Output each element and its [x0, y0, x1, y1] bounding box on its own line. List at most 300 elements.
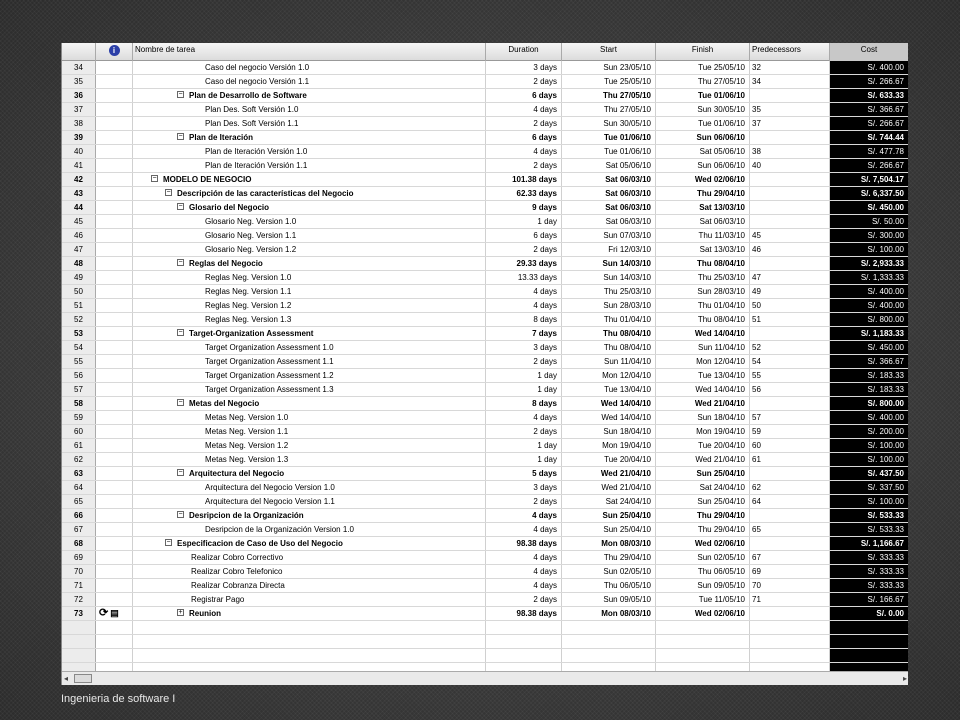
- cost-cell[interactable]: S/. 7,504.17: [830, 173, 908, 186]
- row-id[interactable]: 40: [62, 145, 96, 158]
- duration-cell[interactable]: 2 days: [486, 425, 562, 438]
- task-name-cell[interactable]: [133, 271, 486, 284]
- start-cell[interactable]: Sun 14/03/10: [562, 257, 656, 270]
- task-name-cell[interactable]: [133, 61, 486, 74]
- predecessors-cell[interactable]: 71: [750, 593, 830, 606]
- start-cell[interactable]: Sun 23/05/10: [562, 61, 656, 74]
- duration-cell[interactable]: 2 days: [486, 355, 562, 368]
- row-id[interactable]: 61: [62, 439, 96, 452]
- cost-cell[interactable]: S/. 333.33: [830, 579, 908, 592]
- table-row[interactable]: [62, 313, 908, 327]
- row-id[interactable]: 62: [62, 453, 96, 466]
- start-cell[interactable]: Thu 06/05/10: [562, 579, 656, 592]
- task-name-cell[interactable]: [133, 481, 486, 494]
- start-cell[interactable]: Wed 14/04/10: [562, 397, 656, 410]
- task-name-cell[interactable]: [133, 243, 486, 256]
- start-cell[interactable]: Thu 08/04/10: [562, 341, 656, 354]
- row-id[interactable]: 41: [62, 159, 96, 172]
- finish-cell[interactable]: Tue 01/06/10: [656, 117, 750, 130]
- cost-cell[interactable]: S/. 100.00: [830, 495, 908, 508]
- predecessors-cell[interactable]: 64: [750, 495, 830, 508]
- cost-cell[interactable]: S/. 1,166.67: [830, 537, 908, 550]
- collapse-icon[interactable]: −: [166, 189, 171, 197]
- duration-cell[interactable]: 2 days: [486, 75, 562, 88]
- start-cell[interactable]: Tue 01/06/10: [562, 131, 656, 144]
- finish-cell[interactable]: Sat 05/06/10: [656, 145, 750, 158]
- task-name-cell[interactable]: [133, 509, 486, 522]
- table-row[interactable]: [62, 215, 908, 229]
- header-start[interactable]: Start: [562, 43, 656, 61]
- cost-cell[interactable]: S/. 2,933.33: [830, 257, 908, 270]
- predecessors-cell[interactable]: [750, 327, 830, 340]
- empty-cell[interactable]: [133, 621, 486, 634]
- row-id[interactable]: 54: [62, 341, 96, 354]
- collapse-icon[interactable]: −: [178, 511, 183, 519]
- duration-cell[interactable]: 4 days: [486, 509, 562, 522]
- start-cell[interactable]: Fri 12/03/10: [562, 243, 656, 256]
- table-row[interactable]: [62, 537, 908, 551]
- finish-cell[interactable]: Wed 02/06/10: [656, 173, 750, 186]
- empty-cell[interactable]: [62, 621, 96, 634]
- task-name-cell[interactable]: [133, 201, 486, 214]
- table-row[interactable]: [62, 565, 908, 579]
- table-row[interactable]: [62, 411, 908, 425]
- table-row[interactable]: [62, 75, 908, 89]
- task-name-cell[interactable]: [133, 145, 486, 158]
- predecessors-cell[interactable]: [750, 89, 830, 102]
- finish-cell[interactable]: Sun 18/04/10: [656, 411, 750, 424]
- predecessors-cell[interactable]: 51: [750, 313, 830, 326]
- task-name-cell[interactable]: [133, 537, 486, 550]
- start-cell[interactable]: Mon 19/04/10: [562, 439, 656, 452]
- start-cell[interactable]: Sat 06/03/10: [562, 201, 656, 214]
- empty-cell[interactable]: [62, 649, 96, 662]
- task-name-cell[interactable]: [133, 75, 486, 88]
- predecessors-cell[interactable]: [750, 173, 830, 186]
- start-cell[interactable]: Thu 01/04/10: [562, 313, 656, 326]
- task-name-cell[interactable]: [133, 453, 486, 466]
- predecessors-cell[interactable]: 35: [750, 103, 830, 116]
- duration-cell[interactable]: 2 days: [486, 117, 562, 130]
- table-row[interactable]: [62, 495, 908, 509]
- finish-cell[interactable]: Wed 02/06/10: [656, 537, 750, 550]
- table-row[interactable]: [62, 159, 908, 173]
- task-name-cell[interactable]: [133, 369, 486, 382]
- table-row[interactable]: [62, 257, 908, 271]
- finish-cell[interactable]: Thu 06/05/10: [656, 565, 750, 578]
- cost-cell[interactable]: S/. 400.00: [830, 411, 908, 424]
- row-id[interactable]: 51: [62, 299, 96, 312]
- row-id[interactable]: 43: [62, 187, 96, 200]
- row-id[interactable]: 44: [62, 201, 96, 214]
- table-row[interactable]: [62, 131, 908, 145]
- cost-cell[interactable]: S/. 533.33: [830, 523, 908, 536]
- header-indicators[interactable]: [96, 43, 133, 61]
- empty-row[interactable]: [62, 621, 908, 635]
- cost-cell[interactable]: S/. 50.00: [830, 215, 908, 228]
- header-id[interactable]: [62, 43, 96, 61]
- empty-cell[interactable]: [96, 635, 133, 648]
- finish-cell[interactable]: Sat 13/03/10: [656, 201, 750, 214]
- duration-cell[interactable]: 13.33 days: [486, 271, 562, 284]
- header-predecessors[interactable]: Predecessors: [750, 43, 830, 61]
- finish-cell[interactable]: Thu 08/04/10: [656, 257, 750, 270]
- cost-cell[interactable]: S/. 400.00: [830, 285, 908, 298]
- cost-cell[interactable]: S/. 800.00: [830, 397, 908, 410]
- row-id[interactable]: 39: [62, 131, 96, 144]
- duration-cell[interactable]: 8 days: [486, 313, 562, 326]
- start-cell[interactable]: Mon 08/03/10: [562, 537, 656, 550]
- duration-cell[interactable]: 98.38 days: [486, 537, 562, 550]
- finish-cell[interactable]: Thu 11/03/10: [656, 229, 750, 242]
- predecessors-cell[interactable]: [750, 397, 830, 410]
- empty-cell[interactable]: [486, 621, 562, 634]
- duration-cell[interactable]: 4 days: [486, 579, 562, 592]
- start-cell[interactable]: Tue 25/05/10: [562, 75, 656, 88]
- empty-cell[interactable]: [562, 635, 656, 648]
- table-row[interactable]: [62, 551, 908, 565]
- start-cell[interactable]: Mon 12/04/10: [562, 369, 656, 382]
- duration-cell[interactable]: 2 days: [486, 593, 562, 606]
- predecessors-cell[interactable]: 34: [750, 75, 830, 88]
- cost-cell[interactable]: S/. 333.33: [830, 551, 908, 564]
- table-row[interactable]: [62, 593, 908, 607]
- start-cell[interactable]: Thu 25/03/10: [562, 285, 656, 298]
- predecessors-cell[interactable]: 49: [750, 285, 830, 298]
- duration-cell[interactable]: 1 day: [486, 383, 562, 396]
- table-row[interactable]: [62, 117, 908, 131]
- table-row[interactable]: [62, 173, 908, 187]
- cost-cell[interactable]: S/. 437.50: [830, 467, 908, 480]
- task-name-cell[interactable]: [133, 383, 486, 396]
- cost-cell[interactable]: S/. 266.67: [830, 75, 908, 88]
- start-cell[interactable]: Thu 27/05/10: [562, 89, 656, 102]
- header-task-name[interactable]: Nombre de tarea: [133, 43, 486, 61]
- start-cell[interactable]: Sat 05/06/10: [562, 159, 656, 172]
- row-id[interactable]: 48: [62, 257, 96, 270]
- start-cell[interactable]: Tue 13/04/10: [562, 383, 656, 396]
- table-row[interactable]: [62, 327, 908, 341]
- row-id[interactable]: 59: [62, 411, 96, 424]
- row-id[interactable]: 52: [62, 313, 96, 326]
- empty-cell[interactable]: [96, 649, 133, 662]
- duration-cell[interactable]: 2 days: [486, 243, 562, 256]
- row-id[interactable]: 46: [62, 229, 96, 242]
- collapse-icon[interactable]: −: [178, 329, 183, 337]
- duration-cell[interactable]: 6 days: [486, 229, 562, 242]
- cost-cell[interactable]: S/. 337.50: [830, 481, 908, 494]
- predecessors-cell[interactable]: [750, 607, 830, 620]
- finish-cell[interactable]: Wed 02/06/10: [656, 607, 750, 620]
- empty-cell[interactable]: [62, 635, 96, 648]
- collapse-icon[interactable]: −: [152, 175, 157, 183]
- start-cell[interactable]: Sun 18/04/10: [562, 425, 656, 438]
- task-name-cell[interactable]: [133, 131, 486, 144]
- duration-cell[interactable]: 1 day: [486, 215, 562, 228]
- duration-cell[interactable]: 3 days: [486, 481, 562, 494]
- finish-cell[interactable]: Wed 21/04/10: [656, 453, 750, 466]
- row-id[interactable]: 56: [62, 369, 96, 382]
- predecessors-cell[interactable]: 46: [750, 243, 830, 256]
- row-id[interactable]: 45: [62, 215, 96, 228]
- cost-cell[interactable]: S/. 477.78: [830, 145, 908, 158]
- finish-cell[interactable]: Tue 25/05/10: [656, 61, 750, 74]
- cost-cell[interactable]: S/. 200.00: [830, 425, 908, 438]
- empty-cell[interactable]: [750, 635, 830, 648]
- cost-cell[interactable]: S/. 183.33: [830, 383, 908, 396]
- empty-cell[interactable]: [750, 621, 830, 634]
- table-row[interactable]: [62, 299, 908, 313]
- finish-cell[interactable]: Thu 29/04/10: [656, 187, 750, 200]
- collapse-icon[interactable]: −: [178, 203, 183, 211]
- duration-cell[interactable]: 4 days: [486, 285, 562, 298]
- row-id[interactable]: 70: [62, 565, 96, 578]
- start-cell[interactable]: Wed 21/04/10: [562, 467, 656, 480]
- duration-cell[interactable]: 29.33 days: [486, 257, 562, 270]
- task-name-cell[interactable]: [133, 327, 486, 340]
- start-cell[interactable]: Thu 29/04/10: [562, 551, 656, 564]
- table-row[interactable]: [62, 271, 908, 285]
- row-id[interactable]: 63: [62, 467, 96, 480]
- predecessors-cell[interactable]: 52: [750, 341, 830, 354]
- cost-cell[interactable]: S/. 533.33: [830, 509, 908, 522]
- predecessors-cell[interactable]: 56: [750, 383, 830, 396]
- table-row[interactable]: [62, 425, 908, 439]
- task-name-cell[interactable]: [133, 187, 486, 200]
- task-name-cell[interactable]: [133, 593, 486, 606]
- row-id[interactable]: 38: [62, 117, 96, 130]
- cost-cell[interactable]: S/. 366.67: [830, 355, 908, 368]
- duration-cell[interactable]: 8 days: [486, 397, 562, 410]
- task-name-cell[interactable]: [133, 425, 486, 438]
- duration-cell[interactable]: 4 days: [486, 103, 562, 116]
- scroll-left-icon[interactable]: ◂: [64, 674, 69, 683]
- table-row[interactable]: [62, 509, 908, 523]
- duration-cell[interactable]: 2 days: [486, 495, 562, 508]
- row-id[interactable]: 66: [62, 509, 96, 522]
- scroll-right-icon[interactable]: ▸: [902, 674, 907, 683]
- predecessors-cell[interactable]: 37: [750, 117, 830, 130]
- predecessors-cell[interactable]: 47: [750, 271, 830, 284]
- duration-cell[interactable]: 1 day: [486, 453, 562, 466]
- start-cell[interactable]: Thu 08/04/10: [562, 327, 656, 340]
- predecessors-cell[interactable]: 32: [750, 61, 830, 74]
- table-row[interactable]: [62, 89, 908, 103]
- row-id[interactable]: 60: [62, 425, 96, 438]
- start-cell[interactable]: Tue 20/04/10: [562, 453, 656, 466]
- predecessors-cell[interactable]: 62: [750, 481, 830, 494]
- row-id[interactable]: 71: [62, 579, 96, 592]
- duration-cell[interactable]: 4 days: [486, 299, 562, 312]
- finish-cell[interactable]: Sun 25/04/10: [656, 467, 750, 480]
- row-id[interactable]: 68: [62, 537, 96, 550]
- finish-cell[interactable]: Sat 06/03/10: [656, 215, 750, 228]
- collapse-icon[interactable]: −: [178, 91, 183, 99]
- finish-cell[interactable]: Sun 06/06/10: [656, 159, 750, 172]
- cost-cell[interactable]: S/. 100.00: [830, 439, 908, 452]
- cost-cell[interactable]: S/. 800.00: [830, 313, 908, 326]
- duration-cell[interactable]: 6 days: [486, 89, 562, 102]
- start-cell[interactable]: Sun 09/05/10: [562, 593, 656, 606]
- finish-cell[interactable]: Sun 11/04/10: [656, 341, 750, 354]
- predecessors-cell[interactable]: 40: [750, 159, 830, 172]
- table-row[interactable]: [62, 453, 908, 467]
- row-id[interactable]: 55: [62, 355, 96, 368]
- finish-cell[interactable]: Tue 20/04/10: [656, 439, 750, 452]
- predecessors-cell[interactable]: 61: [750, 453, 830, 466]
- row-id[interactable]: 53: [62, 327, 96, 340]
- empty-cell[interactable]: [656, 649, 750, 662]
- row-id[interactable]: 34: [62, 61, 96, 74]
- finish-cell[interactable]: Sun 02/05/10: [656, 551, 750, 564]
- duration-cell[interactable]: 98.38 days: [486, 607, 562, 620]
- collapse-icon[interactable]: −: [166, 539, 171, 547]
- task-name-cell[interactable]: [133, 299, 486, 312]
- start-cell[interactable]: Sat 06/03/10: [562, 173, 656, 186]
- predecessors-cell[interactable]: [750, 131, 830, 144]
- row-id[interactable]: 73: [62, 607, 96, 620]
- table-row[interactable]: [62, 481, 908, 495]
- task-name-cell[interactable]: [133, 607, 486, 620]
- cost-cell[interactable]: S/. 450.00: [830, 341, 908, 354]
- row-id[interactable]: 67: [62, 523, 96, 536]
- duration-cell[interactable]: 3 days: [486, 61, 562, 74]
- empty-cell[interactable]: [562, 649, 656, 662]
- collapse-icon[interactable]: −: [178, 399, 183, 407]
- header-finish[interactable]: Finish: [656, 43, 750, 61]
- task-name-cell[interactable]: [133, 411, 486, 424]
- predecessors-cell[interactable]: [750, 215, 830, 228]
- predecessors-cell[interactable]: [750, 537, 830, 550]
- predecessors-cell[interactable]: [750, 257, 830, 270]
- table-row[interactable]: [62, 383, 908, 397]
- collapse-icon[interactable]: −: [178, 133, 183, 141]
- table-row[interactable]: [62, 467, 908, 481]
- cost-cell[interactable]: S/. 166.67: [830, 593, 908, 606]
- finish-cell[interactable]: Thu 29/04/10: [656, 523, 750, 536]
- start-cell[interactable]: Tue 01/06/10: [562, 145, 656, 158]
- row-id[interactable]: 50: [62, 285, 96, 298]
- row-id[interactable]: 69: [62, 551, 96, 564]
- start-cell[interactable]: Wed 21/04/10: [562, 481, 656, 494]
- duration-cell[interactable]: 3 days: [486, 341, 562, 354]
- cost-cell[interactable]: S/. 266.67: [830, 159, 908, 172]
- cost-cell[interactable]: S/. 0.00: [830, 607, 908, 620]
- cost-cell[interactable]: S/. 1,183.33: [830, 327, 908, 340]
- task-name-cell[interactable]: [133, 215, 486, 228]
- cost-cell[interactable]: S/. 300.00: [830, 229, 908, 242]
- start-cell[interactable]: Sun 07/03/10: [562, 229, 656, 242]
- cost-cell[interactable]: S/. 266.67: [830, 117, 908, 130]
- predecessors-cell[interactable]: [750, 187, 830, 200]
- finish-cell[interactable]: Wed 14/04/10: [656, 383, 750, 396]
- empty-cell[interactable]: [133, 649, 486, 662]
- row-id[interactable]: 37: [62, 103, 96, 116]
- predecessors-cell[interactable]: 38: [750, 145, 830, 158]
- empty-cell[interactable]: [830, 649, 908, 662]
- row-id[interactable]: 65: [62, 495, 96, 508]
- table-row[interactable]: [62, 285, 908, 299]
- empty-cell[interactable]: [656, 621, 750, 634]
- task-name-cell[interactable]: [133, 397, 486, 410]
- finish-cell[interactable]: Sun 30/05/10: [656, 103, 750, 116]
- task-name-cell[interactable]: [133, 103, 486, 116]
- empty-cell[interactable]: [830, 621, 908, 634]
- row-id[interactable]: 72: [62, 593, 96, 606]
- duration-cell[interactable]: 4 days: [486, 145, 562, 158]
- cost-cell[interactable]: S/. 400.00: [830, 299, 908, 312]
- row-id[interactable]: 58: [62, 397, 96, 410]
- duration-cell[interactable]: 4 days: [486, 551, 562, 564]
- task-name-cell[interactable]: [133, 551, 486, 564]
- header-duration[interactable]: Duration: [486, 43, 562, 61]
- table-row[interactable]: [62, 187, 908, 201]
- cost-cell[interactable]: S/. 1,333.33: [830, 271, 908, 284]
- start-cell[interactable]: Mon 08/03/10: [562, 607, 656, 620]
- start-cell[interactable]: Sun 30/05/10: [562, 117, 656, 130]
- finish-cell[interactable]: Sat 24/04/10: [656, 481, 750, 494]
- empty-cell[interactable]: [486, 635, 562, 648]
- table-row[interactable]: [62, 607, 908, 621]
- scrollbar-thumb[interactable]: [74, 674, 92, 683]
- cost-cell[interactable]: S/. 100.00: [830, 243, 908, 256]
- collapse-icon[interactable]: −: [178, 469, 183, 477]
- start-cell[interactable]: Wed 14/04/10: [562, 411, 656, 424]
- cost-cell[interactable]: S/. 450.00: [830, 201, 908, 214]
- finish-cell[interactable]: Thu 08/04/10: [656, 313, 750, 326]
- finish-cell[interactable]: Tue 11/05/10: [656, 593, 750, 606]
- predecessors-cell[interactable]: 45: [750, 229, 830, 242]
- cost-cell[interactable]: S/. 366.67: [830, 103, 908, 116]
- finish-cell[interactable]: Thu 01/04/10: [656, 299, 750, 312]
- task-name-cell[interactable]: [133, 341, 486, 354]
- row-id[interactable]: 36: [62, 89, 96, 102]
- empty-cell[interactable]: [562, 621, 656, 634]
- task-name-cell[interactable]: [133, 523, 486, 536]
- cost-cell[interactable]: S/. 400.00: [830, 61, 908, 74]
- cost-cell[interactable]: S/. 333.33: [830, 565, 908, 578]
- duration-cell[interactable]: 2 days: [486, 159, 562, 172]
- start-cell[interactable]: Sun 14/03/10: [562, 271, 656, 284]
- predecessors-cell[interactable]: 69: [750, 565, 830, 578]
- task-name-cell[interactable]: [133, 355, 486, 368]
- table-row[interactable]: [62, 523, 908, 537]
- start-cell[interactable]: Sun 11/04/10: [562, 355, 656, 368]
- horizontal-scrollbar[interactable]: [62, 671, 908, 685]
- expand-icon[interactable]: +: [178, 609, 183, 617]
- task-name-cell[interactable]: [133, 117, 486, 130]
- table-row[interactable]: [62, 145, 908, 159]
- task-name-cell[interactable]: [133, 495, 486, 508]
- task-name-cell[interactable]: [133, 285, 486, 298]
- predecessors-cell[interactable]: 65: [750, 523, 830, 536]
- cost-cell[interactable]: S/. 100.00: [830, 453, 908, 466]
- task-name-cell[interactable]: [133, 229, 486, 242]
- empty-row[interactable]: [62, 635, 908, 649]
- table-row[interactable]: [62, 61, 908, 75]
- finish-cell[interactable]: Tue 01/06/10: [656, 89, 750, 102]
- predecessors-cell[interactable]: 57: [750, 411, 830, 424]
- task-name-cell[interactable]: [133, 565, 486, 578]
- task-name-cell[interactable]: [133, 439, 486, 452]
- duration-cell[interactable]: 101.38 days: [486, 173, 562, 186]
- empty-cell[interactable]: [486, 649, 562, 662]
- finish-cell[interactable]: Thu 29/04/10: [656, 509, 750, 522]
- table-row[interactable]: [62, 229, 908, 243]
- empty-cell[interactable]: [133, 635, 486, 648]
- start-cell[interactable]: Sun 02/05/10: [562, 565, 656, 578]
- table-row[interactable]: [62, 579, 908, 593]
